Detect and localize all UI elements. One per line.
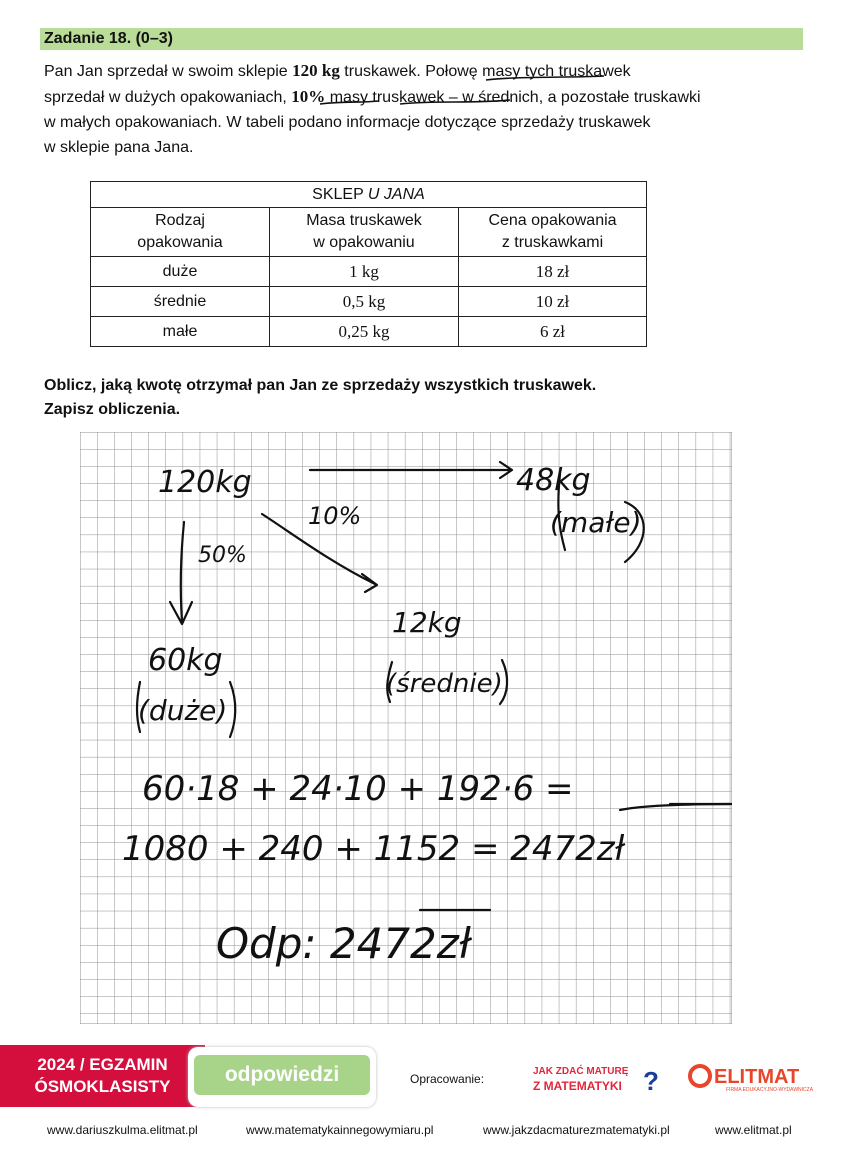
table-row bbox=[91, 257, 647, 287]
footer-link[interactable]: www.elitmat.pl bbox=[715, 1123, 792, 1137]
table-header-type: Rodzaj opakowania bbox=[91, 208, 270, 257]
table-cell: 0,25 kg bbox=[270, 317, 459, 347]
task-title: Zadanie 18. (0–3) bbox=[44, 30, 173, 47]
answers-pill bbox=[188, 1047, 376, 1107]
table-header-mass: Masa truskawek w opakowaniu bbox=[270, 208, 459, 257]
answer-grid bbox=[80, 432, 732, 1024]
answers-label: odpowiedzi bbox=[194, 1055, 370, 1095]
table-cell: średnie bbox=[91, 287, 270, 317]
hw-small-label: (małe) bbox=[550, 506, 642, 539]
hw-pct-small: 10% bbox=[308, 502, 362, 530]
hw-pct-half: 50% bbox=[198, 543, 247, 568]
hw-medium-label: (średnie) bbox=[386, 669, 503, 699]
footer-link[interactable]: www.jakzdacmaturezmatematyki.pl bbox=[483, 1123, 670, 1137]
table-cell: duże bbox=[91, 257, 270, 287]
intro-underlined: masy truskawek bbox=[329, 89, 445, 106]
elitmat-logo bbox=[688, 1062, 820, 1092]
intro-text: w małych opakowaniach. W tabeli podano informacje dotyczące sprzedaży truskawek bbox=[44, 114, 651, 131]
hw-medium-kg: 12kg bbox=[392, 606, 462, 639]
footer-link[interactable]: www.matematykainnegowymiaru.pl bbox=[246, 1123, 434, 1137]
intro-underlines bbox=[0, 0, 850, 160]
table-cell: 18 zł bbox=[459, 257, 647, 287]
intro-underlined: Połowę masy bbox=[425, 63, 521, 80]
intro-mass: 120 kg bbox=[292, 61, 340, 80]
prepared-by-label: Opracowanie: bbox=[410, 1072, 485, 1086]
svg-text:FIRMA EDUKACYJNO-WYDAWNICZA: FIRMA EDUKACYJNO-WYDAWNICZA bbox=[726, 1087, 814, 1092]
hw-calc-line2: 1080 + 240 + 1152 = 2472zł bbox=[122, 829, 625, 869]
shop-table bbox=[90, 181, 647, 347]
svg-text:Z MATEMATYKI: Z MATEMATYKI bbox=[533, 1079, 622, 1093]
hw-calc-line1: 60·18 + 24·10 + 192·6 = bbox=[142, 769, 574, 809]
question-line: Oblicz, jaką kwotę otrzymał pan Jan ze sprzedaży wszystkich truskawek. bbox=[44, 377, 597, 394]
table-cell: małe bbox=[91, 317, 270, 347]
hw-small-kg: 48kg bbox=[516, 463, 591, 498]
table-cell: 1 kg bbox=[270, 257, 459, 287]
question bbox=[44, 374, 596, 422]
intro-text: sprzedał w dużych opakowaniach, bbox=[44, 89, 287, 106]
table-cell: 6 zł bbox=[459, 317, 647, 347]
exam-badge: 2024 / EGZAMIN ÓSMOKLASISTY bbox=[0, 1045, 205, 1107]
table-header-price: Cena opakowania z truskawkami bbox=[459, 208, 647, 257]
hw-total: 120kg bbox=[158, 465, 252, 500]
table-row bbox=[91, 287, 647, 317]
svg-text:JAK ZDAĆ MATURĘ: JAK ZDAĆ MATURĘ bbox=[533, 1066, 629, 1077]
question-line: Zapisz obliczenia. bbox=[44, 401, 181, 418]
intro-text: truskawek. bbox=[344, 63, 421, 80]
hw-large-kg: 60kg bbox=[148, 643, 223, 678]
hw-large-label: (duże) bbox=[138, 694, 228, 727]
table-row bbox=[91, 317, 647, 347]
intro-text: tych truskawek bbox=[524, 63, 631, 80]
jak-zdac-mature-logo bbox=[531, 1060, 661, 1096]
intro-text: – w średnich, a pozostałe truskawki bbox=[448, 89, 701, 106]
table-cell: 10 zł bbox=[459, 287, 647, 317]
intro-text: w sklepie pana Jana. bbox=[44, 139, 194, 156]
table-cell: 0,5 kg bbox=[270, 287, 459, 317]
svg-text:ELITMAT: ELITMAT bbox=[714, 1066, 800, 1088]
footer-link[interactable]: www.dariuszkulma.elitmat.pl bbox=[47, 1123, 198, 1137]
question-mark-icon: ? bbox=[643, 1066, 659, 1096]
hw-answer: Odp: 2472zł bbox=[216, 919, 471, 968]
table-caption: SKLEP U JANA bbox=[91, 182, 647, 208]
intro-percent: 10% bbox=[291, 87, 326, 106]
intro-text: Pan Jan sprzedał w swoim sklepie bbox=[44, 63, 288, 80]
